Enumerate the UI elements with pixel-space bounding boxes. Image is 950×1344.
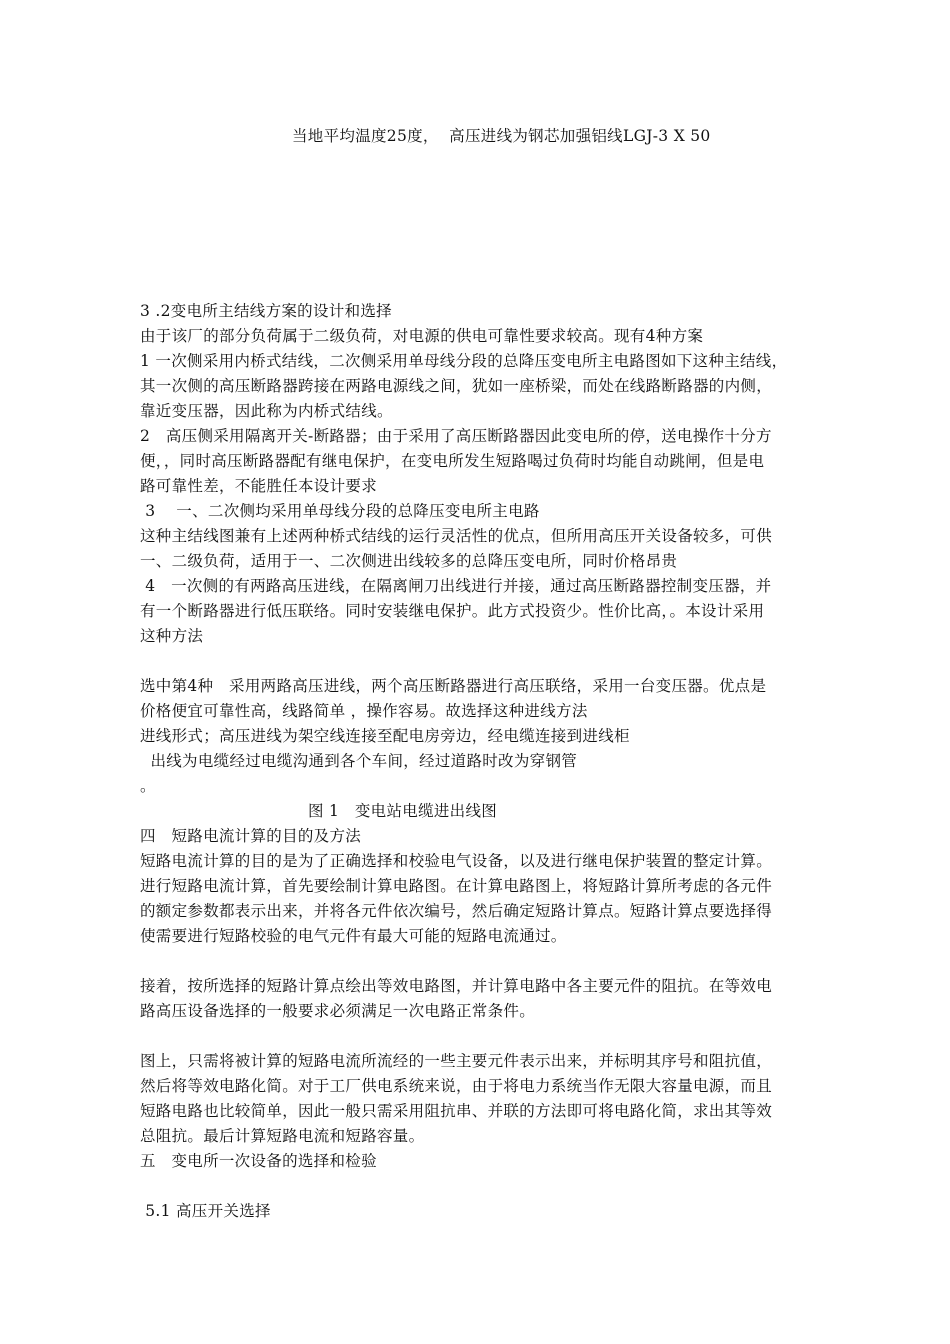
option-4-line: 这种方法 bbox=[140, 627, 204, 645]
option-2-line: 路可靠性差，不能胜任本设计要求 bbox=[140, 477, 378, 495]
section-4-paragraph-line: 短路电流计算的目的是为了正确选择和校验电气设备，以及进行继电保护装置的整定计算。 bbox=[140, 852, 773, 870]
option-4-line: 4 一次侧的有两路高压进线，在隔离闸刀出线进行并接，通过高压断路器控制变压器，并 bbox=[140, 577, 772, 595]
header-line: 当地平均温度25度， 高压进线为钢芯加强铝线LGJ-3 X 50 bbox=[292, 127, 711, 145]
section-5-title: 五 变电所一次设备的选择和检验 bbox=[140, 1152, 377, 1170]
section-4-title: 四 短路电流计算的目的及方法 bbox=[140, 827, 362, 845]
option-1-line: 靠近变压器，因此称为内桥式结线。 bbox=[140, 402, 393, 420]
figure-caption: 图 1 变电站电缆进出线图 bbox=[308, 802, 498, 820]
section-4-paragraph-line: 路高压设备选择的一般要求必须满足一次电路正常条件。 bbox=[140, 1002, 536, 1020]
choice-line: 出线为电缆经过电缆沟通到各个车间，经过道路时改为穿钢管 bbox=[140, 752, 578, 770]
choice-line: 选中第4种 采用两路高压进线，两个高压断路器进行高压联络，采用一台变压器。优点是 bbox=[140, 677, 767, 695]
option-3-line: 3 一、二次侧均采用单母线分段的总降压变电所主电路 bbox=[140, 502, 540, 520]
choice-line: 。 bbox=[140, 777, 156, 795]
section-4-paragraph-line: 进行短路电流计算，首先要绘制计算电路图。在计算电路图上，将短路计算所考虑的各元件 bbox=[140, 877, 773, 895]
section-4-paragraph-line: 然后将等效电路化简。对于工厂供电系统来说，由于将电力系统当作无限大容量电源，而且 bbox=[140, 1077, 773, 1095]
choice-line: 价格便宜可靠性高，线路简单 ，操作容易。故选择这种进线方法 bbox=[140, 702, 588, 720]
option-4-line: 有一个断路器进行低压联络。同时安装继电保护。此方式投资少。性价比高，。本设计采用 bbox=[140, 602, 765, 620]
section-4-paragraph-line: 接着，按所选择的短路计算点绘出等效电路图，并计算电路中各主要元件的阻抗。在等效电 bbox=[140, 977, 773, 995]
section-4-paragraph-line: 使需要进行短路校验的电气元件有最大可能的短路电流通过。 bbox=[140, 927, 567, 945]
choice-line: 进线形式；高压进线为架空线连接至配电房旁边，经电缆连接到进线柜 bbox=[140, 727, 630, 745]
section-4-paragraph-line: 的额定参数都表示出来，并将各元件依次编号，然后确定短路计算点。短路计算点要选择得 bbox=[140, 902, 773, 920]
option-2-line: 2 高压侧采用隔离开关-断路器；由于采用了高压断路器因此变电所的停，送电操作十分方 bbox=[140, 427, 772, 445]
section-4-paragraph-line: 图上，只需将被计算的短路电流所流经的一些主要元件表示出来，并标明其序号和阻抗值， bbox=[140, 1052, 773, 1070]
option-3-line: 这种主结线图兼有上述两种桥式结线的运行灵活性的优点，但所用高压开关设备较多，可供 bbox=[140, 527, 773, 545]
section-5-1-title: 5.1 高压开关选择 bbox=[140, 1202, 271, 1220]
option-2-line: 便，，同时高压断路器配有继电保护，在变电所发生短路喝过负荷时均能自动跳闸，但是电 bbox=[140, 452, 765, 470]
section-3-2-intro: 由于该厂的部分负荷属于二级负荷，对电源的供电可靠性要求较高。现有4种方案 bbox=[140, 327, 704, 345]
section-4-paragraph-line: 总阻抗。最后计算短路电流和短路容量。 bbox=[140, 1127, 425, 1145]
option-1-line: 1 一次侧采用内桥式结线，二次侧采用单母线分段的总降压变电所主电路图如下这种主结线， bbox=[140, 352, 788, 370]
option-3-line: 一、二级负荷，适用于一、二次侧进出线较多的总降压变电所，同时价格昂贵 bbox=[140, 552, 678, 570]
section-3-2-title: 3 .2变电所主结线方案的设计和选择 bbox=[140, 302, 392, 320]
option-1-line: 其一次侧的高压断路器跨接在两路电源线之间，犹如一座桥梁，而处在线路断路器的内侧， bbox=[140, 377, 773, 395]
section-4-paragraph-line: 短路电路也比较简单，因此一般只需采用阻抗串、并联的方法即可将电路化简，求出其等效 bbox=[140, 1102, 773, 1120]
